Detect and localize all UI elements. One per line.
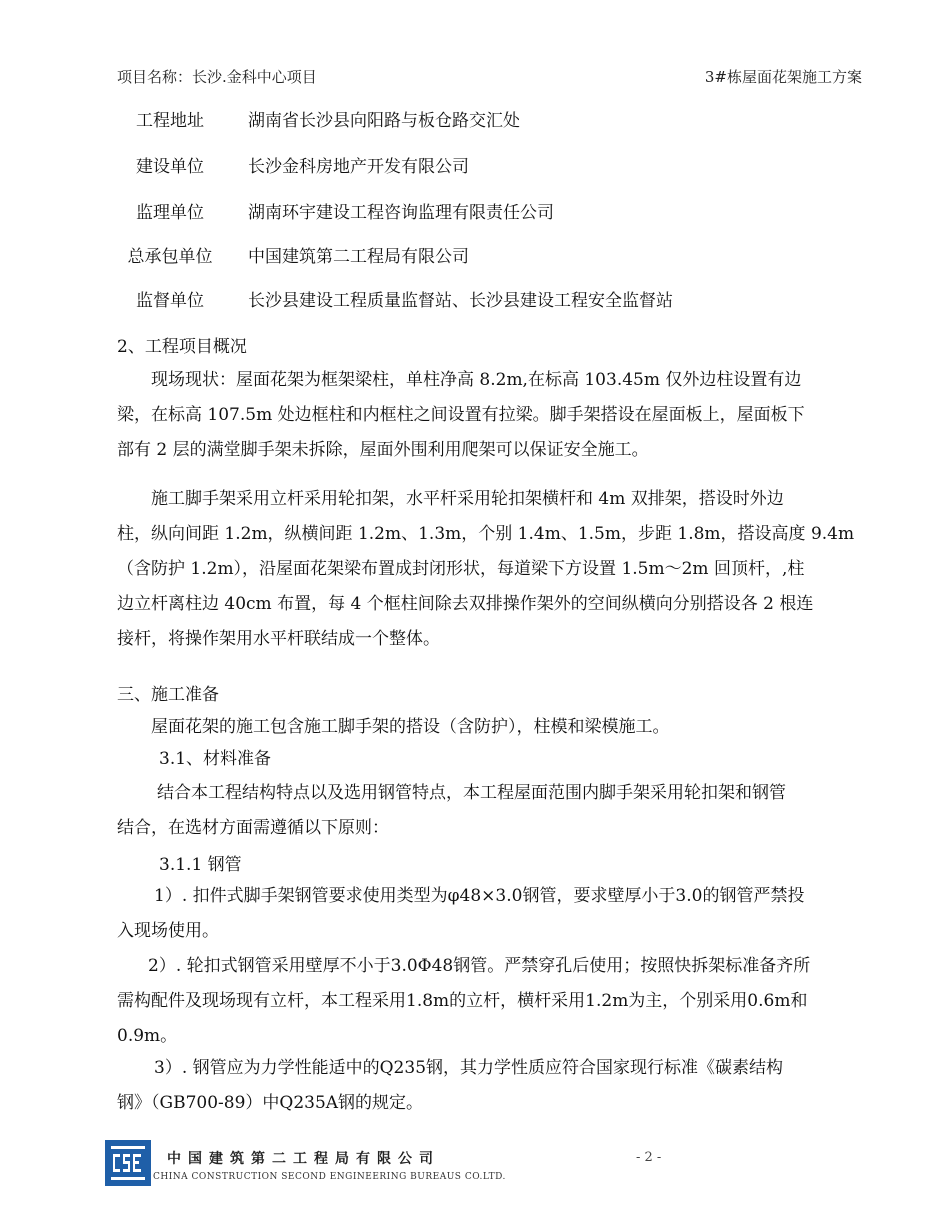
text-line: 结合本工程结构特点以及选用钢管特点，本工程屋面范围内脚手架采用轮扣架和钢管 — [157, 783, 786, 803]
text-line: 施工脚手架采用立杆采用轮扣架，水平杆采用轮扣架横杆和 4m 双排架，搭设时外边 — [151, 489, 784, 509]
text-line: 梁，在标高 107.5m 处边框柱和内框柱之间设置有拉梁。脚手架搭设在屋面板上，屋面板下 — [117, 405, 805, 425]
info-value: 长沙金科房地产开发有限公司 — [248, 157, 469, 177]
section-heading-preparation: 三、施工准备 — [117, 685, 219, 705]
text-line: 2）. 轮扣式钢管采用壁厚不小于3.0Φ48钢管。严禁穿孔后使用；按照快拆架标准备齐所 — [148, 956, 811, 976]
info-label: 建设单位 — [136, 157, 204, 177]
text-line: 入现场使用。 — [117, 921, 219, 941]
info-row-contractor — [0, 242, 950, 272]
info-label: 监督单位 — [136, 291, 204, 311]
info-row-address — [0, 106, 950, 136]
info-value: 湖南环宇建设工程咨询监理有限责任公司 — [248, 203, 554, 223]
info-row-inspection — [0, 286, 950, 316]
text-line: 柱，纵向间距 1.2m，纵横间距 1.2m、1.3m，个别 1.4m、1.5m，步距 1.8m，搭设高度 9.4m — [117, 524, 855, 544]
text-line: 部有 2 层的满堂脚手架未拆除，屋面外围利用爬架可以保证安全施工。 — [117, 440, 649, 460]
text-line: 3）. 钢管应为力学性能适中的Q235钢，其力学性质应符合国家现行标准《碳素结构 — [154, 1058, 784, 1078]
steel-pipe-item-3 — [117, 1051, 863, 1121]
header-doc-title: 3#栋屋面花架施工方案 — [704, 68, 862, 86]
text-line: 现场现状：屋面花架为框架梁柱，单柱净高 8.2m,在标高 103.45m 仅外边柱设置有边 — [151, 370, 802, 390]
steel-pipe-item-1 — [117, 879, 863, 949]
materials-paragraph — [117, 776, 863, 846]
info-value: 长沙县建设工程质量监督站、长沙县建设工程安全监督站 — [248, 291, 673, 311]
text-line: 结合，在选材方面需遵循以下原则： — [117, 818, 389, 838]
preparation-intro: 屋面花架的施工包含施工脚手架的搭设（含防护），柱模和梁模施工。 — [151, 717, 670, 737]
footer-company-cn: 中国建筑第二工程局有限公司 — [167, 1151, 440, 1167]
info-value: 中国建筑第二工程局有限公司 — [248, 247, 469, 267]
text-line: （含防护 1.2m），沿屋面花架梁布置成封闭形状，每道梁下方设置 1.5m～2m 回顶杆，,柱 — [117, 559, 805, 579]
info-row-supervisor — [0, 198, 950, 228]
cscec-logo-icon — [105, 1140, 151, 1186]
subsection-heading-materials: 3.1、材料准备 — [159, 749, 272, 769]
text-line: 0.9m。 — [117, 1026, 178, 1046]
text-line: 1）. 扣件式脚手架钢管要求使用类型为φ48×3.0钢管，要求壁厚小于3.0的钢管严禁投 — [154, 886, 805, 906]
info-label: 工程地址 — [136, 111, 204, 131]
text-line: 边立杆离柱边 40cm 布置，每 4 个框柱间除去双排操作架外的空间纵横向分别搭设各 2 根连 — [117, 594, 814, 614]
overview-paragraph-2 — [117, 482, 863, 657]
subsection-heading-steel-pipe: 3.1.1 钢管 — [159, 855, 242, 875]
section-heading-overview: 2、工程项目概况 — [117, 337, 247, 357]
text-line: 钢》（GB700-89）中Q235A钢的规定。 — [117, 1093, 424, 1113]
info-label: 总承包单位 — [127, 247, 213, 267]
header-project-name: 项目名称：长沙.金科中心项目 — [117, 68, 317, 86]
page-number: - 2 - — [636, 1150, 662, 1165]
info-row-owner — [0, 152, 950, 182]
overview-paragraph-1 — [117, 363, 863, 468]
text-line: 接杆，将操作架用水平杆联结成一个整体。 — [117, 629, 440, 649]
footer-company-en: CHINA CONSTRUCTION SECOND ENGINEERING BUREAUS CO.LTD. — [153, 1172, 506, 1182]
info-value: 湖南省长沙县向阳路与板仓路交汇处 — [248, 111, 520, 131]
steel-pipe-item-2 — [117, 949, 863, 1054]
info-label: 监理单位 — [136, 203, 204, 223]
text-line: 需构配件及现场现有立杆，本工程采用1.8m的立杆，横杆采用1.2m为主，个别采用0.6m和 — [117, 991, 808, 1011]
